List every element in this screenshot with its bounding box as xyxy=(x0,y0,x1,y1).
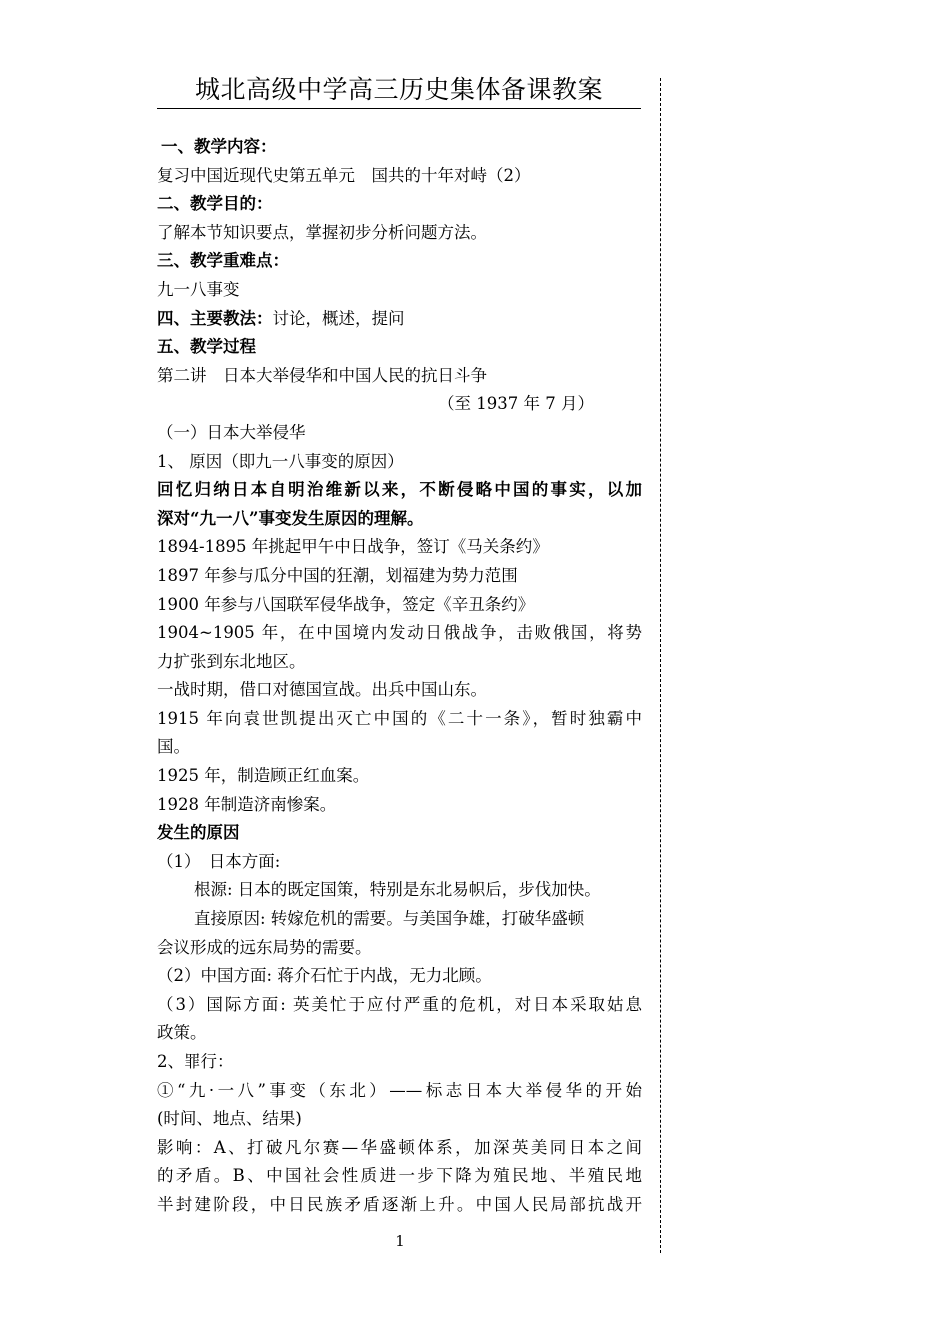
text-line: (时间、地点、结果) xyxy=(157,1109,302,1129)
binding-cut-line xyxy=(660,78,661,1253)
text-line: （1） 日本方面: xyxy=(157,851,281,871)
text-line: ①“九·一八”事变（东北）——标志日本大举侵华的开始 xyxy=(157,1080,642,1100)
text-line: 国。 xyxy=(157,737,190,757)
text-line: 复习中国近现代史第五单元 国共的十年对峙（2） xyxy=(157,165,531,185)
text-line: 政策。 xyxy=(157,1023,207,1043)
page-number: 1 xyxy=(395,1232,405,1250)
heading-teaching-goal: 二、教学目的： xyxy=(157,194,273,214)
text-line: 九一八事变 xyxy=(157,279,240,299)
text-line: 1894-1895 年挑起甲午中日战争，签订《马关条约》 xyxy=(157,537,549,557)
text-line: （2）中国方面: 蒋介石忙于内战，无力北顾。 xyxy=(157,966,492,986)
text-line: 的矛盾。B、中国社会性质进一步下降为殖民地、半殖民地 xyxy=(157,1166,642,1186)
text-line: 了解本节知识要点，掌握初步分析问题方法。 xyxy=(157,222,487,242)
text-line: 会议形成的远东局势的需要。 xyxy=(157,937,372,957)
bold-text-line: 回忆归纳日本自明治维新以来，不断侵略中国的事实，以加 xyxy=(157,480,642,500)
text-line: 1、 原因（即九一八事变的原因） xyxy=(157,451,404,471)
heading-key-points: 三、教学重难点： xyxy=(157,251,289,271)
bold-subheading: 发生的原因 xyxy=(157,823,240,843)
method-line xyxy=(157,305,642,334)
text-line: 2、罪行： xyxy=(157,1052,234,1071)
text-line: 力扩张到东北地区。 xyxy=(157,651,306,671)
heading-teaching-content: 一、教学内容： xyxy=(161,137,277,156)
text-line: 半封建阶段，中日民族矛盾逐渐上升。中国人民局部抗战开 xyxy=(157,1194,642,1214)
text-line: 一战时期，借口对德国宣战。出兵中国山东。 xyxy=(157,680,487,700)
text-line: 1900 年参与八国联军侵华战争，签定《辛丑条约》 xyxy=(157,594,535,614)
text-line: 1897 年参与瓜分中国的狂潮，划福建为势力范围 xyxy=(157,565,518,585)
section-heading: （一）日本大举侵华 xyxy=(157,422,306,442)
text-line-indented: 根源: 日本的既定国策，特别是东北易帜后，步伐加快。 xyxy=(194,880,601,900)
lecture-title: 第二讲 日本大举侵华和中国人民的抗日斗争 xyxy=(157,365,487,385)
document-body xyxy=(157,133,642,1220)
heading-teaching-method: 四、主要教法： xyxy=(157,308,273,328)
bold-text-line: 深对“九一八”事变发生原因的理解。 xyxy=(157,508,424,528)
lecture-subtitle: （至 1937 年 7 月） xyxy=(438,394,594,414)
text-line-indented: 直接原因: 转嫁危机的需要。与美国争雄，打破华盛顿 xyxy=(194,909,585,929)
heading-teaching-process: 五、教学过程 xyxy=(157,337,256,357)
text-line: 影响：A、打破凡尔赛—华盛顿体系，加深英美同日本之间 xyxy=(157,1137,642,1157)
method-text: 讨论，概述，提问 xyxy=(272,308,405,328)
text-line: 1915 年向袁世凯提出灭亡中国的《二十一条》，暂时独霸中 xyxy=(157,708,642,728)
text-line: （3）国际方面: 英美忙于应付严重的危机，对日本采取姑息 xyxy=(157,994,642,1014)
text-line: 1904~1905 年，在中国境内发动日俄战争，击败俄国，将势 xyxy=(157,623,642,643)
text-line: 1928 年制造济南惨案。 xyxy=(157,794,337,814)
text-line: 1925 年，制造顾正红血案。 xyxy=(157,766,370,786)
document-title: 城北高级中学高三历史集体备课教案 xyxy=(157,72,641,109)
